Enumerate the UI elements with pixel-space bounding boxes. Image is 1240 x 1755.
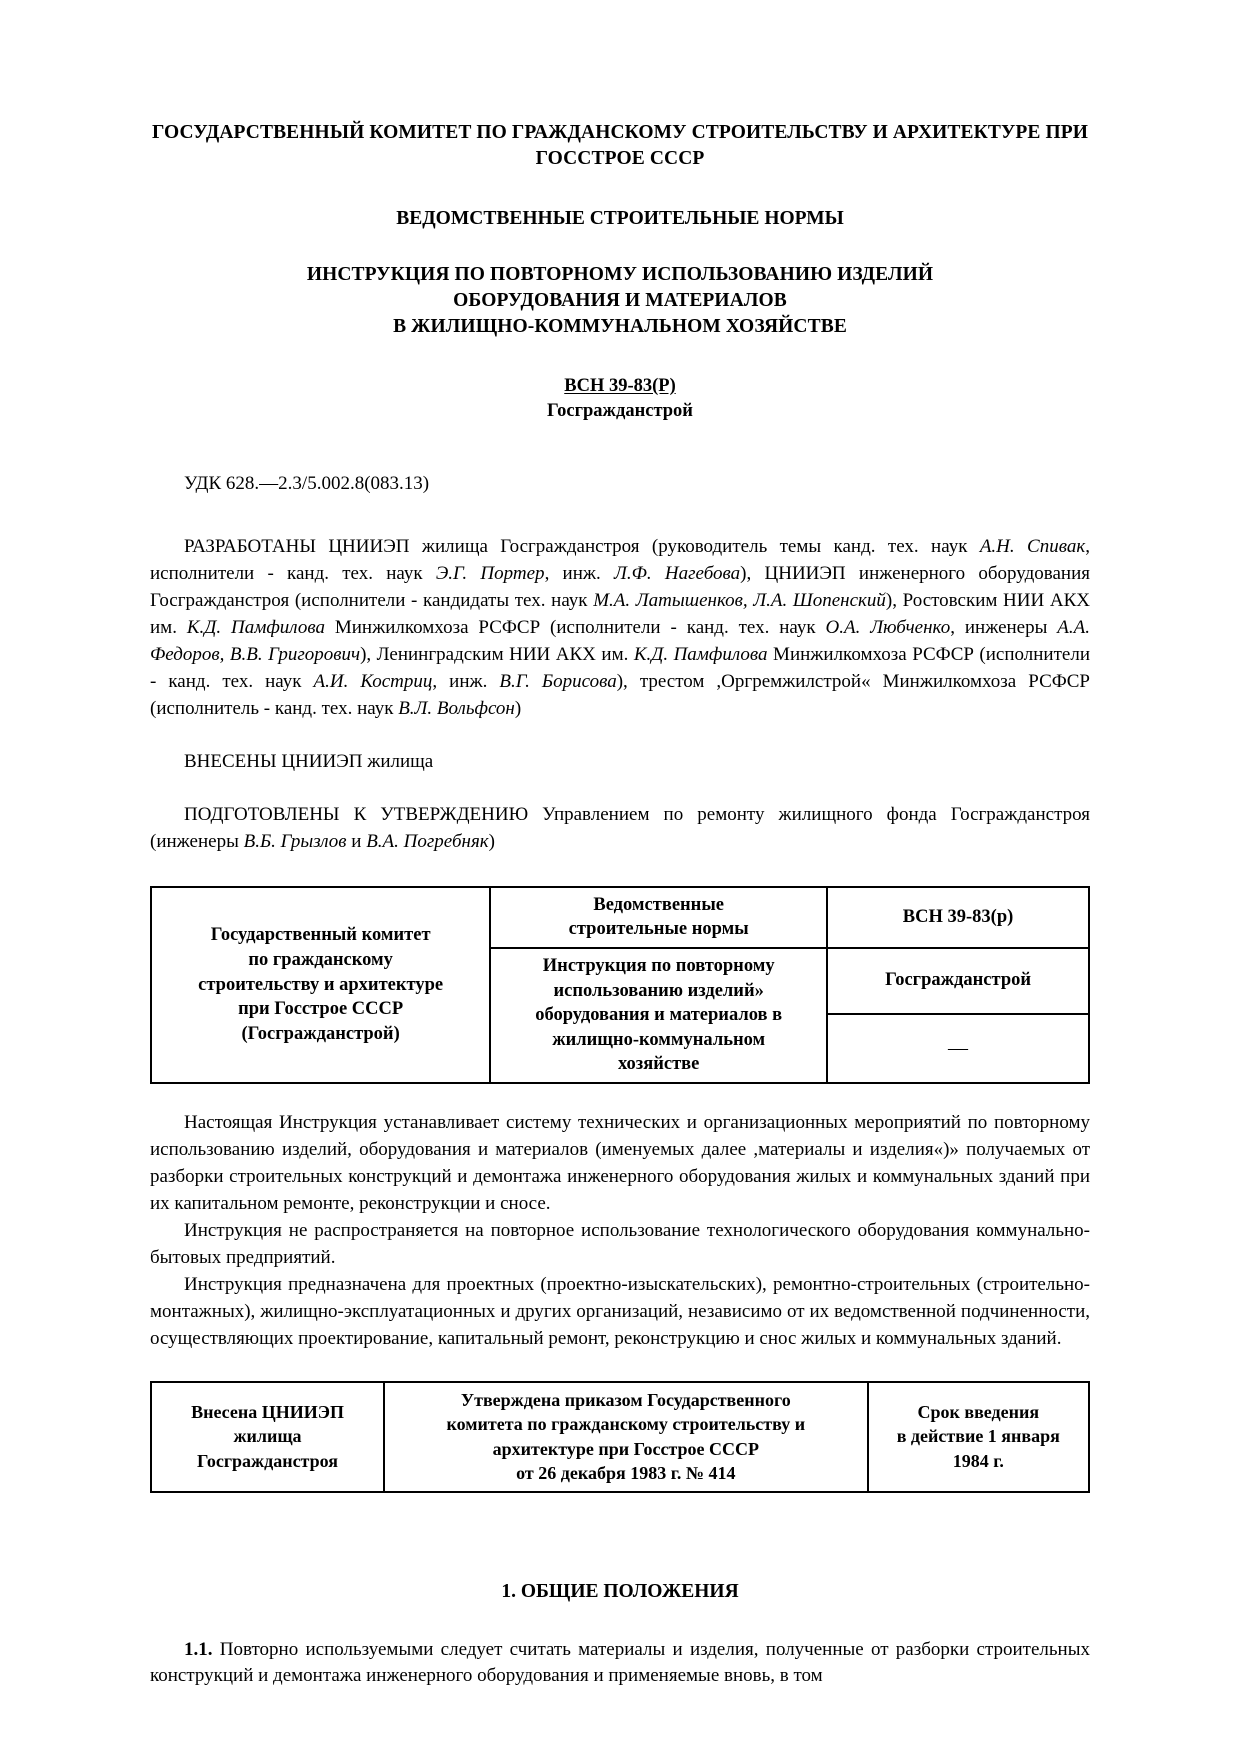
authority-value: Госгражданстрой <box>885 970 1032 991</box>
effective-date-line: Срок введения <box>917 1401 1040 1422</box>
code-value: ВСН 39-83(р) <box>902 907 1014 928</box>
header-table-code-cell <box>827 887 1089 948</box>
paragraph-text: РАЗРАБОТАНЫ ЦНИИЭП жилища Госгражданстроя (руководитель темы канд. тех. наук <box>184 536 980 558</box>
document-authority: Госгражданстрой <box>547 400 693 421</box>
instruction-line: хозяйстве <box>617 1054 700 1075</box>
section-heading-1: 1. ОБЩИЕ ПОЛОЖЕНИЯ <box>501 1580 739 1602</box>
emphasized-name: Э.Г. Портер <box>435 563 545 585</box>
instruction-title-line-1: ИНСТРУКЦИЯ ПО ПОВТОРНОМУ ИСПОЛЬЗОВАНИЮ ИЗДЕЛИЙ <box>306 263 934 285</box>
order-line: архитектуре при Госстрое СССР <box>492 1438 759 1459</box>
intro-paragraph-2: Инструкция не распространяется на повторное использование технологического оборудования коммунально-бытовых предприятий. <box>150 1219 1090 1268</box>
emphasized-name: В.Г. Борисова <box>499 670 617 692</box>
emphasized-name: А.И. Костриц <box>313 670 433 692</box>
submitted-line: Внесена ЦНИИЭП <box>191 1401 344 1422</box>
instruction-title-line-2: ОБОРУДОВАНИЯ И МАТЕРИАЛОВ <box>453 289 787 311</box>
paragraph-text: , инж. <box>432 670 500 692</box>
instruction-line: жилищно-коммунальном <box>552 1029 766 1050</box>
header-table-empty-cell: — <box>827 1014 1089 1083</box>
norms-type-heading: ВЕДОМСТВЕННЫЕ СТРОИТЕЛЬНЫЕ НОРМЫ <box>396 207 844 229</box>
emphasized-name: В.Л. Вольфсон <box>398 697 515 719</box>
emphasized-name: А.Н. Спивак <box>979 536 1086 558</box>
header-table-authority-cell <box>827 948 1089 1014</box>
spacer <box>150 1493 1090 1581</box>
committee-line: Государственный комитет <box>210 925 431 946</box>
document-code: ВСН 39-83(Р) <box>564 375 676 396</box>
prepared-by-paragraph <box>150 802 1090 856</box>
paragraph-text: , исполнители - канд. тех. наук <box>150 536 1090 585</box>
emphasized-name: К.Д. Памфилова <box>633 643 768 665</box>
committee-line: строительству и архитектуре <box>198 974 444 995</box>
spacer <box>150 172 1090 206</box>
document-content <box>150 120 1090 1690</box>
paragraph-text: ), ЦНИИЭП инженерного оборудования Госгражданстроя (исполнители - кандидаты тех. наук <box>150 563 1090 611</box>
order-line: комитета по гражданскому строительству и <box>446 1414 806 1435</box>
committee-line: по гражданскому <box>248 949 393 970</box>
paragraph-text: , инженеры <box>950 616 1058 638</box>
intro-paragraph-1: Настоящая Инструкция устанавливает систему технических и организационных мероприятий по повторному использованию изделий, оборудования и материалов (именуемых далее ,материалы и изделия«)» получаемых от разборки строительных конструкций и демонтажа инженерного оборудования жилых и коммунальных зданий при их капитальном ремонте, реконструкции и сносе. <box>150 1111 1090 1214</box>
paragraph-text: ) <box>488 830 495 852</box>
developed-by-paragraph <box>150 534 1090 723</box>
submitted-line: жилища <box>233 1426 302 1447</box>
order-line: Утверждена приказом Государственного <box>460 1389 791 1410</box>
approval-order-cell <box>384 1382 868 1492</box>
clause-1-1 <box>150 1637 1090 1691</box>
emphasized-name: А.А. Федоров, В.В. Григорович <box>150 616 1091 665</box>
title-block <box>150 120 1090 423</box>
paragraph-text: ) <box>514 697 522 719</box>
emphasized-name: О.А. Любченко <box>825 616 951 638</box>
spacer <box>150 232 1090 262</box>
header-table-committee-cell <box>151 887 490 1083</box>
committee-line: (Госгражданстрой) <box>241 1023 400 1044</box>
paragraph-text: , инж. <box>544 563 615 585</box>
spacer <box>150 498 1090 534</box>
paragraph-text: Минжилкомхоза РСФСР (исполнители - канд. тех. наук <box>150 643 1090 692</box>
norms-line: Ведомственные <box>593 894 724 915</box>
header-table-instruction-cell <box>490 948 827 1083</box>
approval-effective-date-cell <box>868 1382 1089 1492</box>
clause-number: 1.1. <box>184 1638 213 1660</box>
paragraph-text: ), Ленинградским НИИ АКХ им. <box>360 643 634 665</box>
header-table-norms-cell <box>490 887 827 948</box>
table-row <box>151 887 1089 948</box>
instruction-line: использованию изделий» <box>553 980 764 1001</box>
committee-line: при Госстрое СССР <box>238 999 404 1020</box>
instruction-line: Инструкция по повторному <box>542 955 775 976</box>
submitted-line: Госгражданстроя <box>197 1450 339 1471</box>
spacer <box>150 1084 1090 1110</box>
spacer <box>150 1603 1090 1637</box>
submitted-by-paragraph: ВНЕСЕНЫ ЦНИИЭП жилища <box>184 750 434 772</box>
order-line: от 26 декабря 1983 г. № 414 <box>516 1463 736 1484</box>
document-header-table <box>150 886 1090 1084</box>
norms-line: строительные нормы <box>568 919 749 940</box>
paragraph-text: ), Ростовским НИИ АКХ им. <box>150 590 1090 638</box>
clause-text: Повторно используемыми следует считать материалы и изделия, полученные от разборки строительных конструкций и демонтажа инженерного оборудования и применяемые вновь, в том <box>150 1638 1090 1687</box>
emphasized-name: М.А. Латышенков, Л.А. Шопенский <box>593 590 886 611</box>
instruction-title-line-3: В ЖИЛИЩНО-КОММУНАЛЬНОМ ХОЗЯЙСТВЕ <box>393 315 847 337</box>
spacer <box>150 340 1090 374</box>
spacer <box>150 723 1090 749</box>
udk-code: УДК 628.—2.3/5.002.8(083.13) <box>184 473 430 495</box>
spacer <box>150 776 1090 802</box>
table-row <box>151 1382 1089 1492</box>
emphasized-name: В.Б. Грызлов <box>243 830 347 852</box>
emphasized-name: К.Д. Памфилова <box>186 616 325 638</box>
document-code-line <box>150 374 1090 399</box>
emphasized-name: Л.Ф. Нагебова <box>614 563 741 585</box>
approval-submitted-cell <box>151 1382 384 1492</box>
approval-table <box>150 1381 1090 1493</box>
effective-date-line: в действие 1 января <box>896 1426 1060 1447</box>
intro-paragraph-3: Инструкция предназначена для проектных (проектно-изыскательских), ремонтно-строительных (строительно-монтажных), жилищно-эксплуатационных и других организаций, независимо от их ведомственной подчиненности, осуществляющих проектирование, капитальный ремонт, реконструкцию и снос жилых и коммунальных зданий. <box>150 1273 1090 1349</box>
paragraph-text: и <box>346 830 367 852</box>
paragraph-text: ), трестом ,Оргремжилстрой« Минжилкомхоза РСФСР (исполнитель - канд. тех. наук <box>150 670 1090 719</box>
paragraph-text: Минжилкомхоза РСФСР (исполнители - канд. тех. наук <box>324 616 826 638</box>
instruction-line: оборудования и материалов в <box>535 1005 783 1026</box>
organization-heading: ГОСУДАРСТВЕННЫЙ КОМИТЕТ ПО ГРАЖДАНСКОМУ СТРОИТЕЛЬСТВУ И АРХИТЕКТУРЕ ПРИ ГОССТРОЕ СССР <box>151 122 1089 169</box>
effective-date-line: 1984 г. <box>952 1450 1004 1471</box>
emphasized-name: В.А. Погребняк <box>366 830 489 852</box>
paragraph-text: ПОДГОТОВЛЕНЫ К УТВЕРЖДЕНИЮ Управлением по ремонту жилищного фонда Госгражданстроя (инженеры <box>150 803 1090 852</box>
